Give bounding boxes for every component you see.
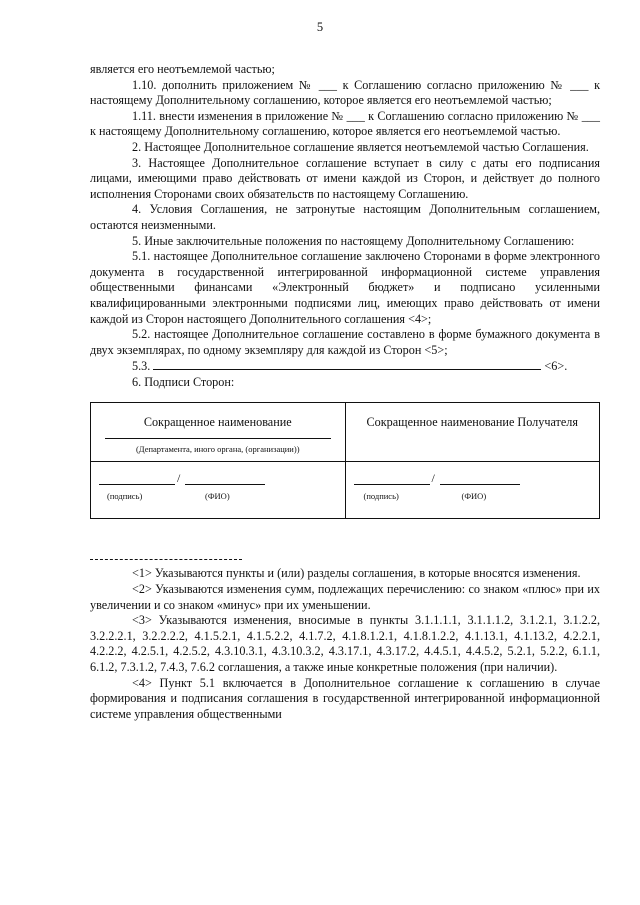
paragraph: 4. Условия Соглашения, не затронутые настоящим Дополнительным соглашением, остаются неизменными. — [90, 202, 600, 232]
right-party-header: Сокращенное наименование Получателя — [366, 415, 578, 430]
signature-label: (подпись) — [363, 491, 399, 502]
document-body — [90, 62, 600, 722]
paragraph: 3. Настоящее Дополнительное соглашение вступает в силу с даты его подписания лицами, имеющими право действовать от имени каждой из Сторон, и действует до полного исполнения Сторонами своих обязательств по настоящему Соглашению. — [90, 155, 600, 201]
left-signature-cell — [91, 462, 346, 519]
footnote: <3> Указываются изменения, вносимые в пункты 3.1.1.1.1, 3.1.1.1.2, 3.1.2.1, 3.1.2.2, 3.2.2.2.1, 3.2.2.2.2, 4.1.5.2.1, 4.1.5.2.2, 4.1.7.2, 4.1.8.1.2.1, 4.1.8.1.2.2, 4.1.13.1, 4.1.13.2, 4.2.2.1, 4.2.2.2, 4.2.5.1, 4.2.5.2, 4.3.10.3.1, 4.3.10.3.2, 4.3.17.1, 4.3.17.2, 4.4.5.1, 4.4.5.2, 5.2.1, 5.2.2, 6.1.1, 6.1.2, 7.3.1.2, 7.4.3, 7.6.2 соглашения, а также иные конкретные положения (при наличии). — [90, 613, 600, 675]
right-signature-cell — [345, 462, 600, 519]
signature-block — [354, 462, 592, 506]
fio-line — [440, 484, 520, 485]
signature-block — [99, 462, 337, 506]
footnote-separator — [90, 559, 242, 560]
paragraph-5-3 — [90, 358, 600, 375]
footnote: <1> Указываются пункты и (или) разделы соглашения, в которые вносятся изменения. — [132, 566, 581, 581]
paragraph: 5.1. настоящее Дополнительное соглашение заключено Сторонами в форме электронного документа в государственной интегрированной информационной системе управления общественными финансами «Электронный бюджет» и подписано усиленными квалифицированными электронными подписями лиц, имеющих право действовать от имени каждой из Сторон настоящего Дополнительного соглашения <4>; — [90, 249, 600, 326]
left-party-cell — [91, 403, 346, 462]
left-party-subcaption: (Департамента, иного органа, (организации)) — [135, 444, 300, 455]
paragraph-5-3-label: 5.3. — [132, 359, 151, 374]
page-number: 5 — [316, 20, 324, 34]
signature-label: (подпись) — [107, 491, 143, 502]
fio-label: (ФИО) — [205, 491, 230, 502]
paragraph: 1.11. внести изменения в приложение № ___ к Соглашению согласно приложению № ___ к настоящему Дополнительному соглашению, которое является его неотъемлемой частью. — [90, 108, 600, 139]
paragraph: 5.2. настоящее Дополнительное соглашение составлено в форме бумажного документа в двух экземплярах, по одному экземпляру для каждой из Сторон <5>; — [90, 327, 600, 357]
paragraph: 6. Подписи Сторон: — [132, 374, 235, 389]
footnote: <4> Пункт 5.1 включается в Дополнительное соглашение к соглашению в случае формирования и подписания соглашения в государственной интегрированной информационной системе управления общественными — [90, 675, 600, 721]
left-party-header: Сокращенное наименование — [143, 415, 292, 430]
paragraph: является его неотъемлемой частью; — [90, 62, 275, 76]
signature-line — [354, 484, 430, 485]
fill-line — [153, 358, 541, 370]
paragraph: 2. Настоящее Дополнительное соглашение является неотъемлемой частью Соглашения. — [132, 139, 589, 154]
fio-line — [185, 484, 265, 485]
name-line — [105, 438, 331, 439]
signature-table — [90, 402, 600, 519]
footnote-ref-6: <6>. — [544, 359, 568, 374]
paragraph: 1.10. дополнить приложением № ___ к Соглашению согласно приложению № ___ к настоящему Дополнительному соглашению, которое является его неотъемлемой частью; — [90, 77, 600, 108]
slash: / — [177, 471, 181, 486]
footnote: <2> Указываются изменения сумм, подлежащих перечислению: со знаком «плюс» при их увеличении и со знаком «минус» при их уменьшении. — [90, 582, 600, 612]
signature-line — [99, 484, 175, 485]
paragraph: 5. Иные заключительные положения по настоящему Дополнительному Соглашению: — [132, 233, 575, 248]
right-party-cell — [345, 403, 600, 462]
footnotes — [90, 566, 600, 722]
fio-label: (ФИО) — [461, 491, 487, 502]
slash: / — [431, 471, 435, 486]
